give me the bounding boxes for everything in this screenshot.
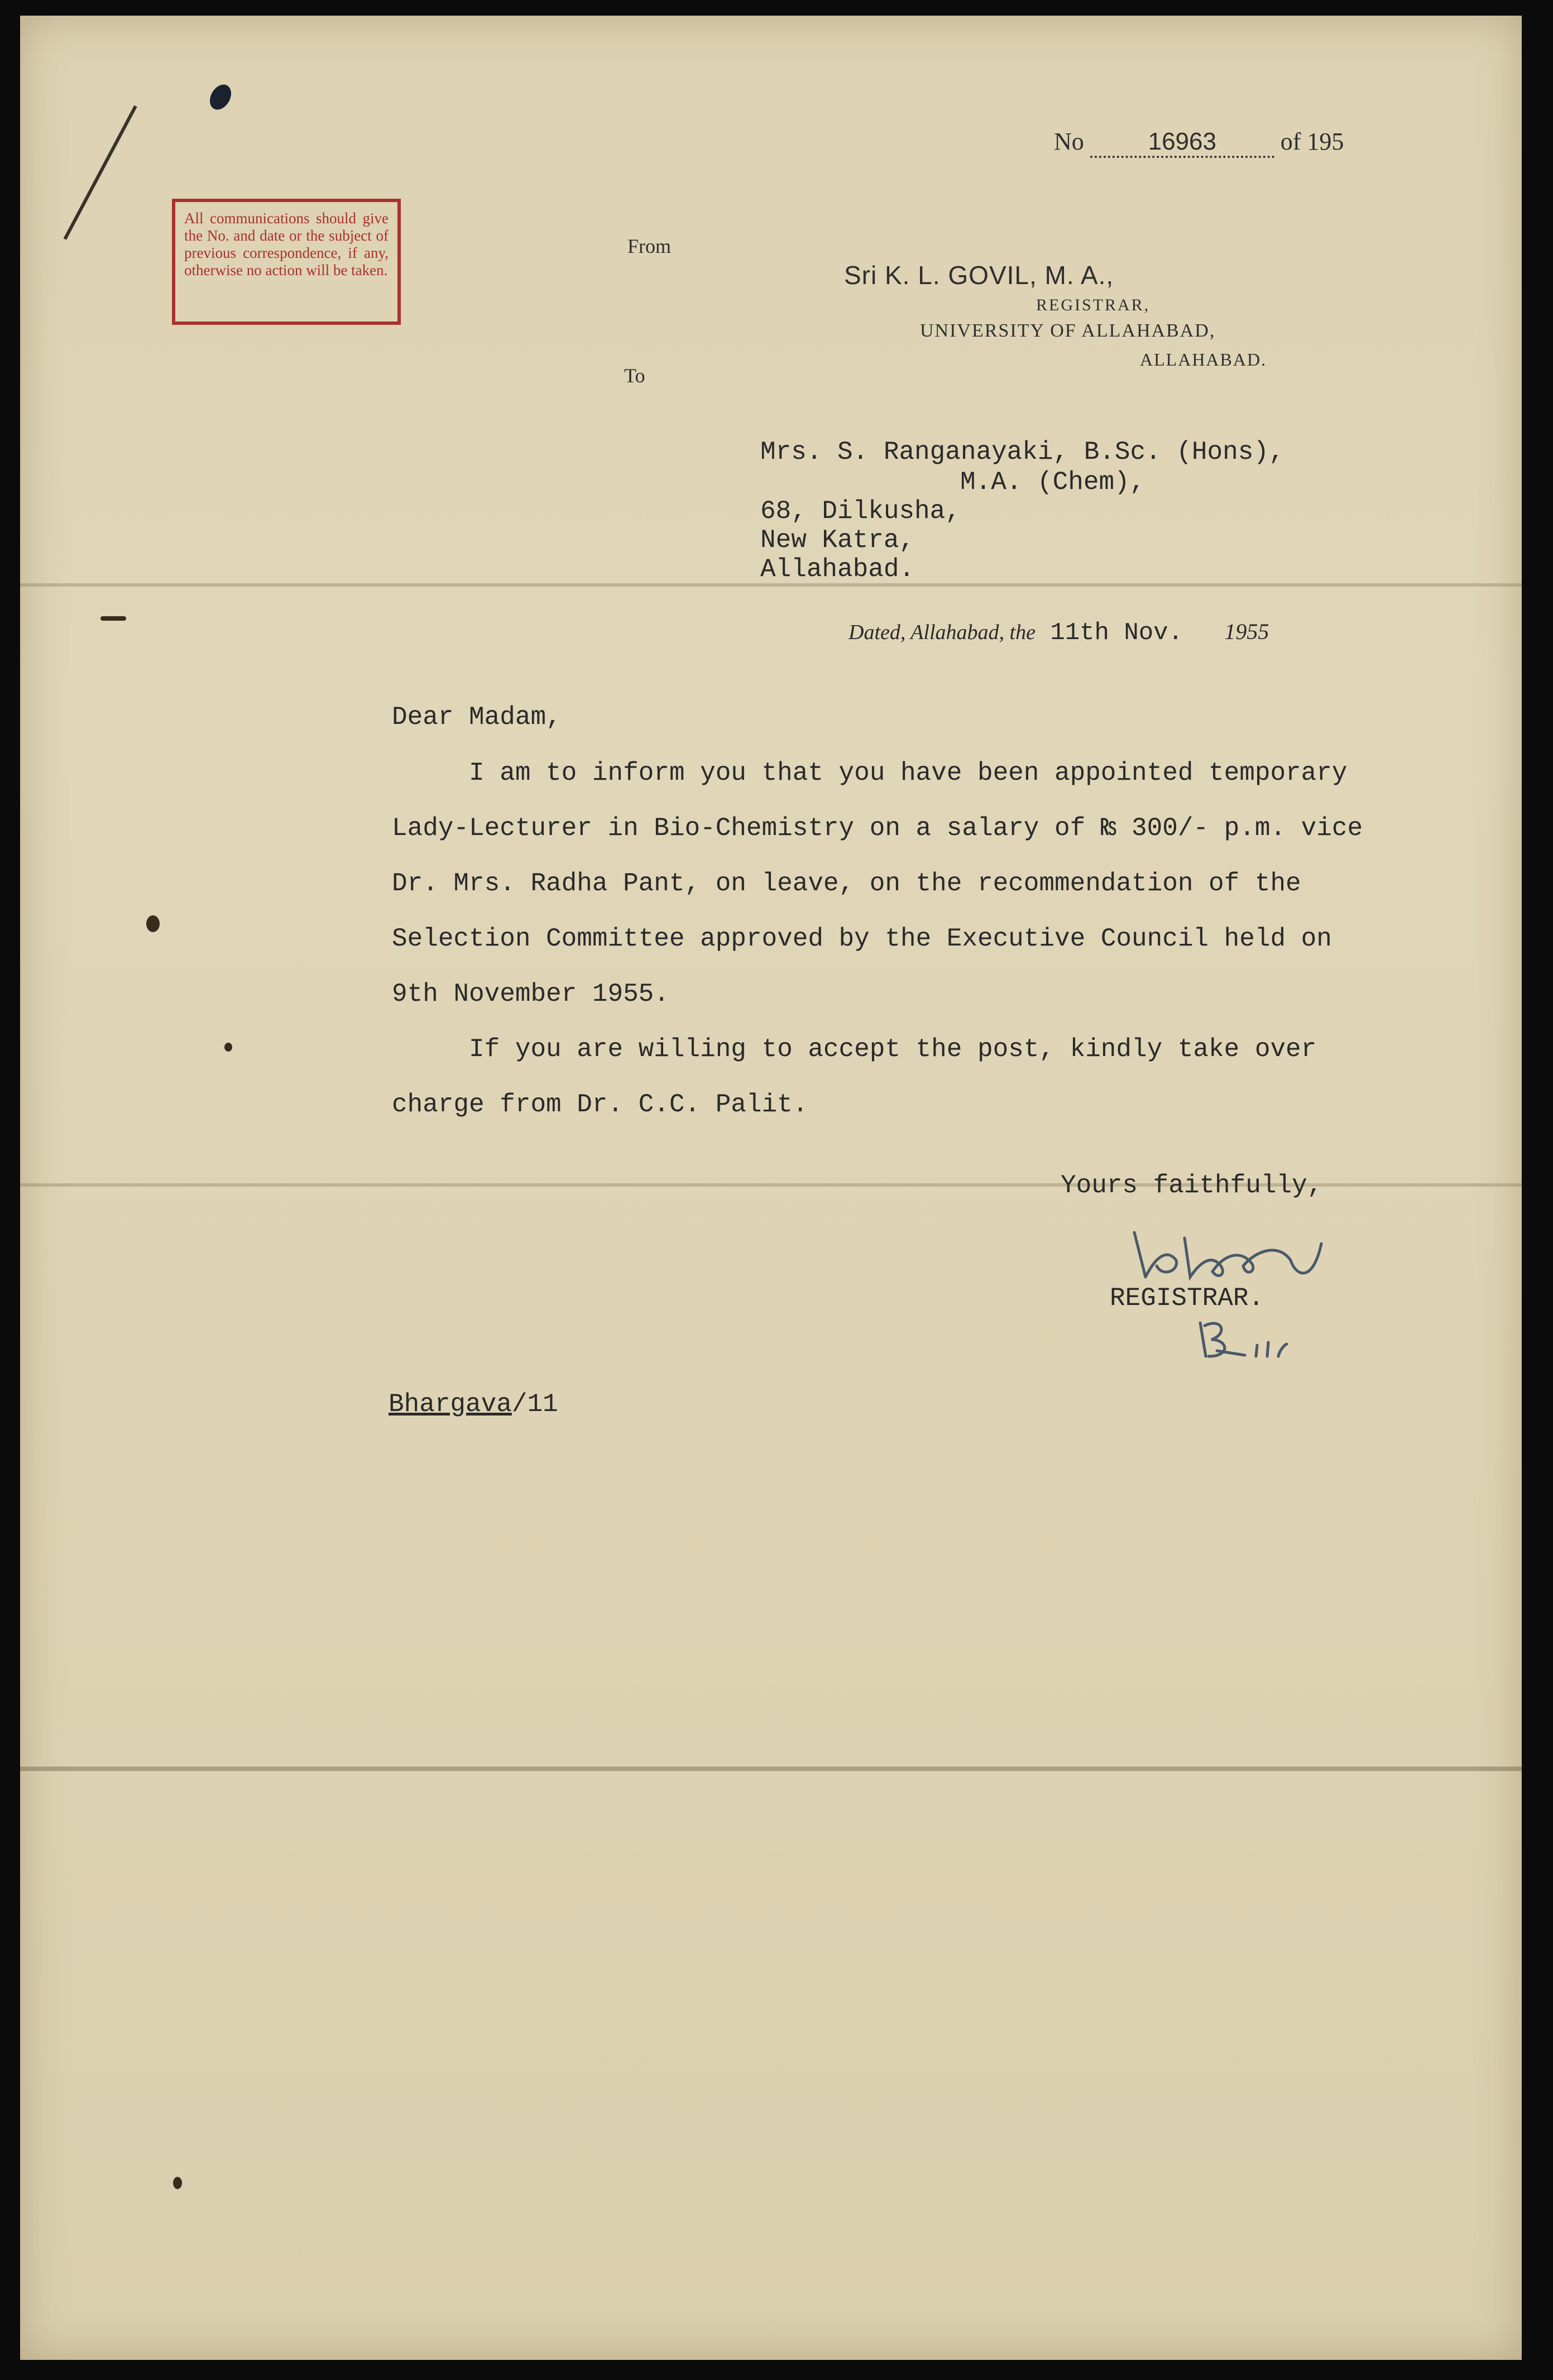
dated-year: 1955 [1224, 619, 1269, 644]
from-label: From [627, 235, 672, 257]
paragraph-line: Lady-Lecturer in Bio-Chemistry on a salary of ₨ 300/- p.m. vice [392, 814, 1363, 843]
recipient-line: Mrs. S. Ranganayaki, B.Sc. (Hons), [760, 438, 1284, 467]
paragraph-2 [392, 1022, 1453, 1133]
signatory-title: REGISTRAR. [1110, 1284, 1264, 1313]
reference-suffix: /11 [511, 1390, 558, 1419]
sender-name: Sri K. L. GOVIL, M. A., [844, 261, 1114, 290]
paragraph-line: I am to inform you that you have been appointed temporary [392, 759, 1348, 788]
stain-spot [173, 2177, 182, 2189]
salutation: Dear Madam, [392, 703, 562, 732]
stain-spot [100, 616, 126, 621]
dated-value: 11th Nov. [1050, 619, 1183, 647]
reference-line [389, 1390, 558, 1419]
number-suffix: of 195 [1280, 128, 1344, 155]
paragraph-line: Dr. Mrs. Radha Pant, on leave, on the recommendation of the [392, 869, 1301, 898]
dated-label: Dated, Allahabad, the [849, 621, 1036, 644]
number-label: No [1054, 128, 1084, 155]
reference-name: Bhargava [389, 1390, 512, 1419]
to-label: To [624, 364, 645, 387]
number-value: 16963 [1090, 128, 1274, 158]
closing: Yours faithfully, [1061, 1171, 1323, 1200]
letter-number [1054, 127, 1344, 158]
sender-organization: UNIVERSITY OF ALLAHABAD, [920, 320, 1216, 341]
notice-box: All communications should give the No. and date or the subject of previous correspondence, if any, otherwise no action will be taken. [172, 199, 401, 325]
sender-title: REGISTRAR, [1036, 296, 1151, 314]
stain-spot [224, 1043, 232, 1052]
sender-city: ALLAHABAD. [1140, 349, 1267, 370]
stain-spot [146, 915, 160, 932]
recipient-line: New Katra, [760, 526, 915, 555]
recipient-line: M.A. (Chem), [960, 468, 1145, 497]
date-line [849, 618, 1269, 647]
paper-fold [20, 1767, 1522, 1771]
recipient-line: 68, Dilkusha, [760, 497, 961, 526]
paragraph-line: Selection Committee approved by the Executive Council held on [392, 924, 1332, 953]
recipient-line: Allahabad. [760, 555, 915, 584]
paragraph-1 [392, 746, 1453, 1022]
paragraph-line: If you are willing to accept the post, kindly take over [392, 1035, 1317, 1064]
paragraph-line: charge from Dr. C.C. Palit. [392, 1090, 808, 1119]
paragraph-line: 9th November 1955. [392, 980, 669, 1009]
initials-mark [1195, 1312, 1306, 1373]
